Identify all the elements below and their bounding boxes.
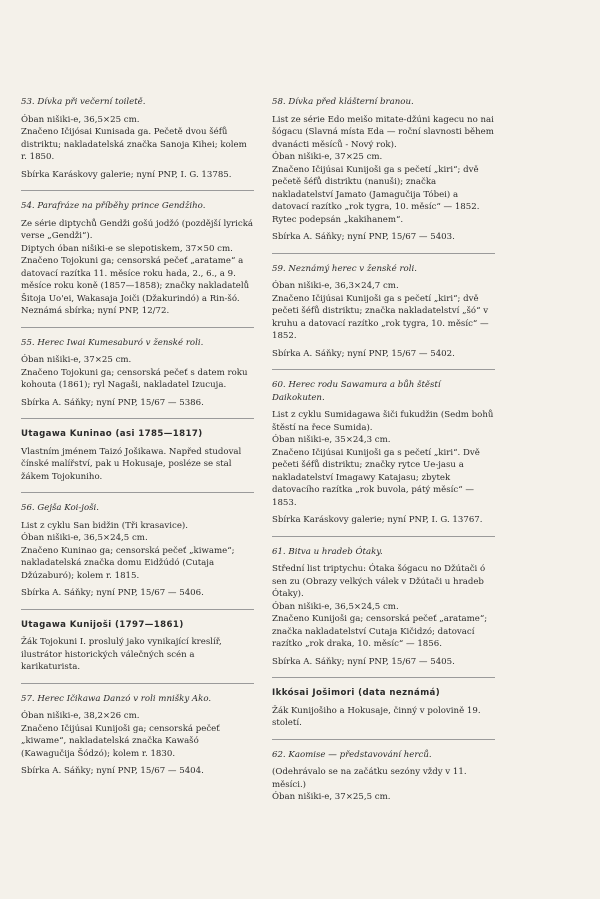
entry-source: Sbírka A. Sáňky; nyní PNP, 15/67 — 5404. [21,766,204,776]
entry-61 [272,546,495,669]
divider [21,683,254,684]
divider [21,492,254,493]
artist-heading: Utagawa Kunijoši (1797—1861) [21,619,184,630]
entry-62 [272,749,495,804]
entry-source: Sbírka A. Sáňky; nyní PNP, 15/67 — 5386. [21,397,204,408]
entry-56 [21,502,254,600]
entry-heading: 58. Dívka před klášterní branou. [272,97,414,107]
divider [272,369,495,370]
entry-source: Sbírka A. Sáňky; nyní PNP, 15/67 — 5405. [272,656,455,667]
entry-58 [272,96,495,244]
entry-heading: 61. Bitva u hradeb Ótaky. [272,546,383,557]
entry-57 [21,693,254,778]
entry-source: Sbírka A. Sáňky; nyní PNP, 15/67 — 5406. [21,588,204,598]
left-column [21,96,254,787]
entry-heading: 55. Herec Iwai Kumesaburó v ženské roli. [21,337,204,348]
entry-description: Óban nišiki-e, 37×25 cm. Značeno Tojokuni ga; censorská pečeť s datem roku kohouta (1861); ryl Nagaši, nakladatel Izucuja. [21,355,248,390]
right-column [272,96,495,813]
entry-59 [272,263,495,361]
entry-heading: 53. Dívka při večerní toiletě. [21,97,146,107]
artist-heading: Ikkósai Jošimori (data neznámá) [272,688,441,698]
artist-bio: Vlastním jménem Taizó Jošikawa. Napřed studoval čínské malířství, pak u Hokusaje, posléze se stal žákem Tojokuniho. [21,446,242,482]
artist-ikkosai [272,687,495,730]
entry-heading: 60. Herec rodu Sawamura a bůh štěstí Daikokuten. [272,380,441,403]
entry-description: Óban nišiki-e, 38,2×26 cm. Značeno Ičijúsai Kunijoši ga; censorská pečeť „kiwame“, nakladatelská značka Kawašó (Kawagučija Šódzó); kolem r. 1830. [21,711,220,759]
entry-54 [21,200,254,318]
entry-description: List ze série Edo meišo mitate-džúni kagecu no nai šógacu (Slavná místa Eda — roční slavnosti během dvanácti měsíců - Nový rok). Óban nišiki-e, 37×25 cm. Značeno Ičijúsai Kunijoši ga s pečetí „kiri“; dvě pečetě šéfů distriktu (nanuši); značka nakladatelství Jamato (Jamagučija Tóbei) a datovací razítko „rok tygra, 10. měsíc“ — 1852. Rytec podepsán „kakihanem“. [272,114,494,225]
entry-source: Sbírka A. Sáňky; nyní PNP, 15/67 — 5403. [272,232,455,242]
entry-55 [21,337,254,410]
divider [21,327,254,328]
entry-description: Ze série diptychů Gendži gošú jodžó (pozdější lyrická verse „Gendži“). Diptych óban nišiki-e se slepotiskem, 37×50 cm. Značeno Tojokuni ga; censorská pečeť „aratame“ a datovací razítka 11. měsíce roku hada, 2., 6., a 9. měsíce roku koně (1857—1858); značky nakladatelů Šitoja Uo'ei, Wakasaja Joiči (Džakurindó) a Rin-šó. Neznámá sbírka; nyní PNP, 12/72. [21,218,254,316]
artist-bio: Žák Tojokuni I. proslulý jako vynikající kreslíř, ilustrátor historických válečných scén a karikaturista. [21,637,222,672]
entry-description: Óban nišiki-e, 36,5×25 cm. Značeno Ičijósai Kunisada ga. Pečetě dvou šéfů distriktu; nakladatelská značka Sanoja Kihei; kolem r. 1850. [21,114,247,162]
entry-heading: 62. Kaomise — představování herců. [272,749,432,760]
entry-heading: 57. Herec Ičikawa Danzó v roli mnišky Ako. [21,693,212,704]
artist-kuninao [21,428,254,483]
divider [272,536,495,537]
divider [272,677,495,678]
entry-53 [21,96,254,181]
entry-heading: 54. Parafráze na příběhy prince Gendžiho. [21,201,206,211]
divider [21,190,254,191]
artist-kunijosi [21,619,254,674]
entry-source: Sbírka A. Sáňky; nyní PNP, 15/67 — 5402. [272,348,455,359]
entry-60 [272,379,495,527]
divider [21,418,254,419]
artist-bio: Žák Kunijošiho a Hokusaje, činný v polovině 19. století. [272,705,481,728]
divider [272,739,495,740]
entry-description: Óban nišiki-e, 36,3×24,7 cm. Značeno Ičijúsai Kunijoši ga s pečetí „kiri“; dvě pečeti šéfů distriktu; značka nakladatelství „šó“ v kruhu a datovací razítko „rok tygra, 10. měsíc“ — 1852. [272,281,489,341]
entry-source: Sbírka Karáskovy galerie; nyní PNP, I. G. 13767. [272,515,483,525]
divider [21,609,254,610]
entry-source: Sbírka Karáskovy galerie; nyní PNP, I. G. 13785. [21,169,232,180]
entry-description: (Odehrávalo se na začátku sezóny vždy v 11. měsíci.) Óban nišiki-e, 37×25,5 cm. [272,767,467,802]
entry-heading: 59. Neznámý herec v ženské roli. [272,263,417,274]
entry-description: Střední list triptychu: Ótaka šógacu no Džútači ó sen zu (Obrazy velkých válek v Džútači u hradeb Ótaky). Óban nišiki-e, 36,5×24,5 cm. Značeno Kunijoši ga; censorská pečeť „aratame“; značka nakladatelství Cutaja Kičidzó; datovací razítko „rok draka, 10. měsíc“ — 1856. [272,564,488,649]
artist-heading: Utagawa Kuninao (asi 1785—1817) [21,429,203,439]
divider [272,253,495,254]
entry-description: List z cyklu Sumidagawa šiči fukudžin (Sedm bohů štěstí na řece Sumida). Óban nišiki-e, 35×24,3 cm. Značeno Ičijúsai Kunijoši ga s pečetí „kiri“. Dvě pečeti šéfů distriktu; značky rytce Ue-jasu a nakladatelství Imagawy Katajasu; zbytek datovacího razítka „rok buvola, pátý měsíc“ — 1853. [272,410,494,508]
entry-description: List z cyklu San bidžin (Tři krasavice). Óban nišiki-e, 36,5×24,5 cm. Značeno Kuninao ga; censorská pečeť „kiwame“; nakladatelská značka domu Eidžúdó (Cutaja Džúzaburó); kolem r. 1815. [21,520,235,581]
entry-heading: 56. Gejša Koi-joši. [21,503,100,513]
